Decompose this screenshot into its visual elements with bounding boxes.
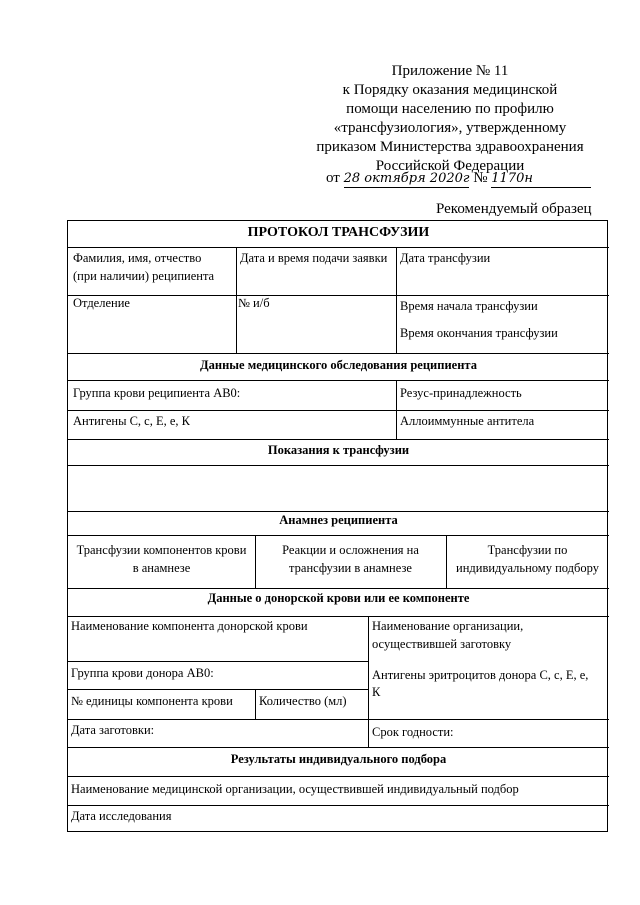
header-line: к Порядку оказания медицинской	[342, 82, 558, 98]
request-datetime-label: Дата и время подачи заявки	[240, 251, 388, 265]
med-org-label: Наименование медицинской организации, осуществившей индивидуальный подбор	[71, 782, 519, 796]
recommended-sample-label: Рекомендуемый образец	[436, 201, 592, 217]
quantity-label: Количество (мл)	[259, 694, 347, 708]
case-number-label: № и/б	[238, 296, 270, 310]
protocol-title: ПРОТОКОЛ ТРАНСФУЗИИ	[247, 225, 430, 240]
end-time-label: Время окончания трансфузии	[400, 326, 558, 340]
procure-org-label: Наименование организации,	[372, 619, 524, 633]
header-line: приказом Министерства здравоохранения	[316, 139, 584, 155]
section-donor: Данные о донорской крови или ее компоненте	[207, 591, 470, 605]
order-signature-line	[326, 170, 591, 188]
antigens-label: Антигены С, с, Е, е, К	[73, 414, 190, 428]
donor-antigens-label: Антигены эритроцитов донора С, с, Е, е,	[372, 668, 589, 682]
section-anamnesis: Анамнез реципиента	[279, 513, 398, 527]
transfusion-date-label: Дата трансфузии	[400, 251, 491, 265]
anamnesis-individual-label: Трансфузии по	[487, 543, 568, 557]
appendix-header	[300, 62, 600, 176]
anamnesis-reactions-label: Реакции и осложнения на	[282, 543, 419, 557]
blood-group-label: Группа крови реципиента АВ0:	[73, 386, 241, 400]
procure-date-label: Дата заготовки:	[71, 723, 155, 737]
header-line: помощи населению по профилю	[346, 101, 554, 117]
department-label: Отделение	[73, 296, 130, 310]
header-line: Приложение № 11	[391, 63, 509, 79]
section-results: Результаты индивидуального подбора	[230, 752, 447, 766]
procure-org-label-2: осуществившей заготовку	[372, 637, 512, 651]
unit-number-label: № единицы компонента крови	[71, 694, 233, 708]
from-label: от	[326, 170, 340, 186]
anamnesis-transfusions-label-2: в анамнезе	[132, 561, 191, 575]
anamnesis-reactions-label-2: трансфузии в анамнезе	[289, 561, 412, 575]
recipient-name-label-2: (при наличии) реципиента	[73, 269, 215, 283]
transfusion-protocol-table	[67, 220, 608, 832]
section-exam: Данные медицинского обследования реципиента	[200, 358, 477, 372]
number-label: №	[473, 170, 488, 186]
component-name-label: Наименование компонента донорской крови	[71, 619, 308, 633]
alloimmune-label: Аллоиммунные антитела	[400, 414, 535, 428]
recipient-name-label: Фамилия, имя, отчество	[73, 251, 202, 265]
expiry-label: Срок годности:	[372, 725, 454, 739]
order-number: 1170н	[491, 171, 533, 186]
donor-antigens-label-2: К	[372, 685, 381, 699]
section-indications: Показания к трансфузии	[267, 443, 410, 457]
study-date-label: Дата исследования	[71, 809, 172, 823]
start-time-label: Время начала трансфузии	[400, 299, 538, 313]
header-line: Российской Федерации	[375, 158, 525, 174]
header-line: «трансфузиология», утвержденному	[333, 120, 567, 136]
donor-blood-group-label: Группа крови донора АВ0:	[71, 666, 214, 680]
order-date: 28 октября 2020г	[343, 171, 470, 186]
anamnesis-individual-label-2: индивидуальному подбору	[456, 561, 599, 575]
rh-label: Резус-принадлежность	[400, 386, 522, 400]
anamnesis-transfusions-label: Трансфузии компонентов крови	[76, 543, 247, 557]
